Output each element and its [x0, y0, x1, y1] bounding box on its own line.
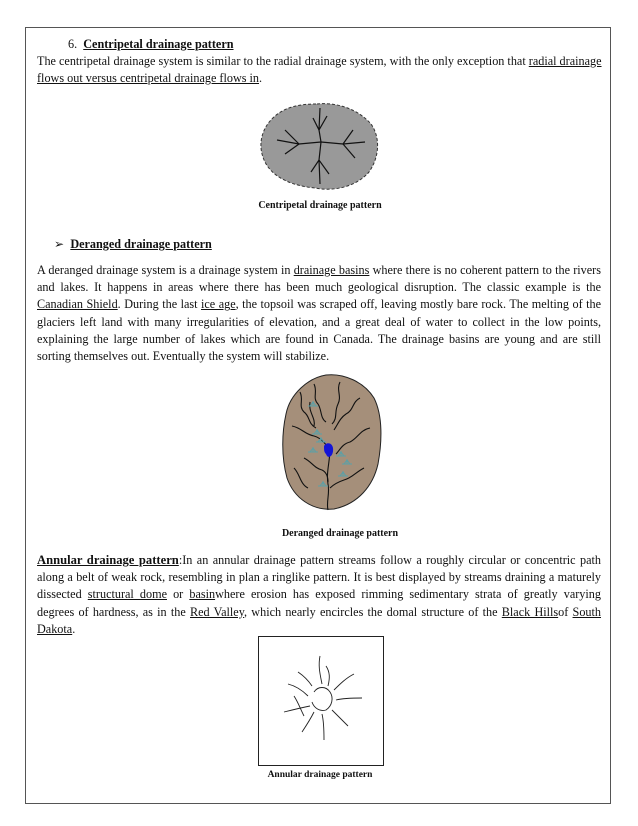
section-number: 6. — [68, 37, 78, 51]
deranged-text-4: , the topsoil was scraped off, leaving mostly bare rock. The melting of the glaciers left land with many irregularities of elevation, and a great deal of water to collect in the low points, explaining the large number of lakes which are found in Canada. The drainage basins are young and are still sorting themselves out. Eventually the system will stabilize. — [37, 297, 602, 364]
centripetal-caption: Centripetal drainage pattern — [258, 200, 382, 211]
annular-text-2: where erosion has exposed rimming sedimentary strata of greatly varying degrees of hardness, as in the — [37, 587, 601, 619]
deranged-heading: Deranged drainage pattern — [70, 237, 212, 251]
deranged-text-2: where there is no coherent pattern to the rivers and lakes. It happens in areas where there has been much geological disruption. The classic example is the — [37, 263, 601, 295]
annular-diagram — [258, 636, 384, 766]
centripetal-text: The centripetal drainage system is similar to the radial drainage system, with the only exception that — [37, 54, 529, 68]
deranged-text-3: . During the last — [117, 297, 202, 312]
centripetal-text-end: . — [259, 71, 263, 86]
link-ice-age[interactable]: ice age — [201, 297, 236, 312]
annular-text-0: :In an annular drainage pattern streams follow a roughly circular or concentric path along a belt of weak rock, resembling in plan a ringlike pattern. It is best displayed by streams draining a maturely dissected — [37, 553, 601, 602]
link-drainage-basins[interactable]: drainage basins — [293, 263, 370, 277]
centripetal-diagram — [255, 100, 385, 192]
link-red-valley[interactable]: Red Valley — [190, 604, 245, 619]
annular-text-1: or — [166, 587, 190, 602]
deranged-heading-row — [54, 236, 212, 253]
annular-text-5: . — [72, 621, 76, 636]
deranged-paragraph — [37, 262, 601, 365]
deranged-text-1: A deranged drainage system is a drainage system in — [37, 263, 294, 277]
link-basin[interactable]: basin — [189, 587, 216, 602]
link-structural-dome[interactable]: structural dome — [87, 587, 167, 602]
annular-text-4: of — [558, 604, 573, 619]
section-heading-centripetal — [68, 36, 234, 53]
annular-text-3: , which nearly encircles the domal structure of the — [244, 604, 502, 619]
centripetal-paragraph — [37, 53, 605, 87]
centripetal-heading: Centripetal drainage pattern — [83, 37, 234, 51]
annular-heading: Annular drainage pattern — [37, 553, 179, 567]
annular-caption: Annular drainage pattern — [267, 770, 373, 780]
link-canadian-shield[interactable]: Canadian Shield — [37, 297, 118, 312]
link-south-dakota[interactable]: South Dakota — [37, 604, 601, 636]
bullet-arrow-icon: ➢ — [54, 237, 65, 251]
deranged-diagram — [280, 372, 384, 512]
deranged-caption: Deranged drainage pattern — [281, 528, 399, 539]
annular-paragraph — [37, 552, 601, 638]
centripetal-link[interactable]: radial drainage flows out versus centripetal drainage flows in — [37, 54, 602, 86]
link-black-hills[interactable]: Black Hills — [501, 604, 559, 619]
